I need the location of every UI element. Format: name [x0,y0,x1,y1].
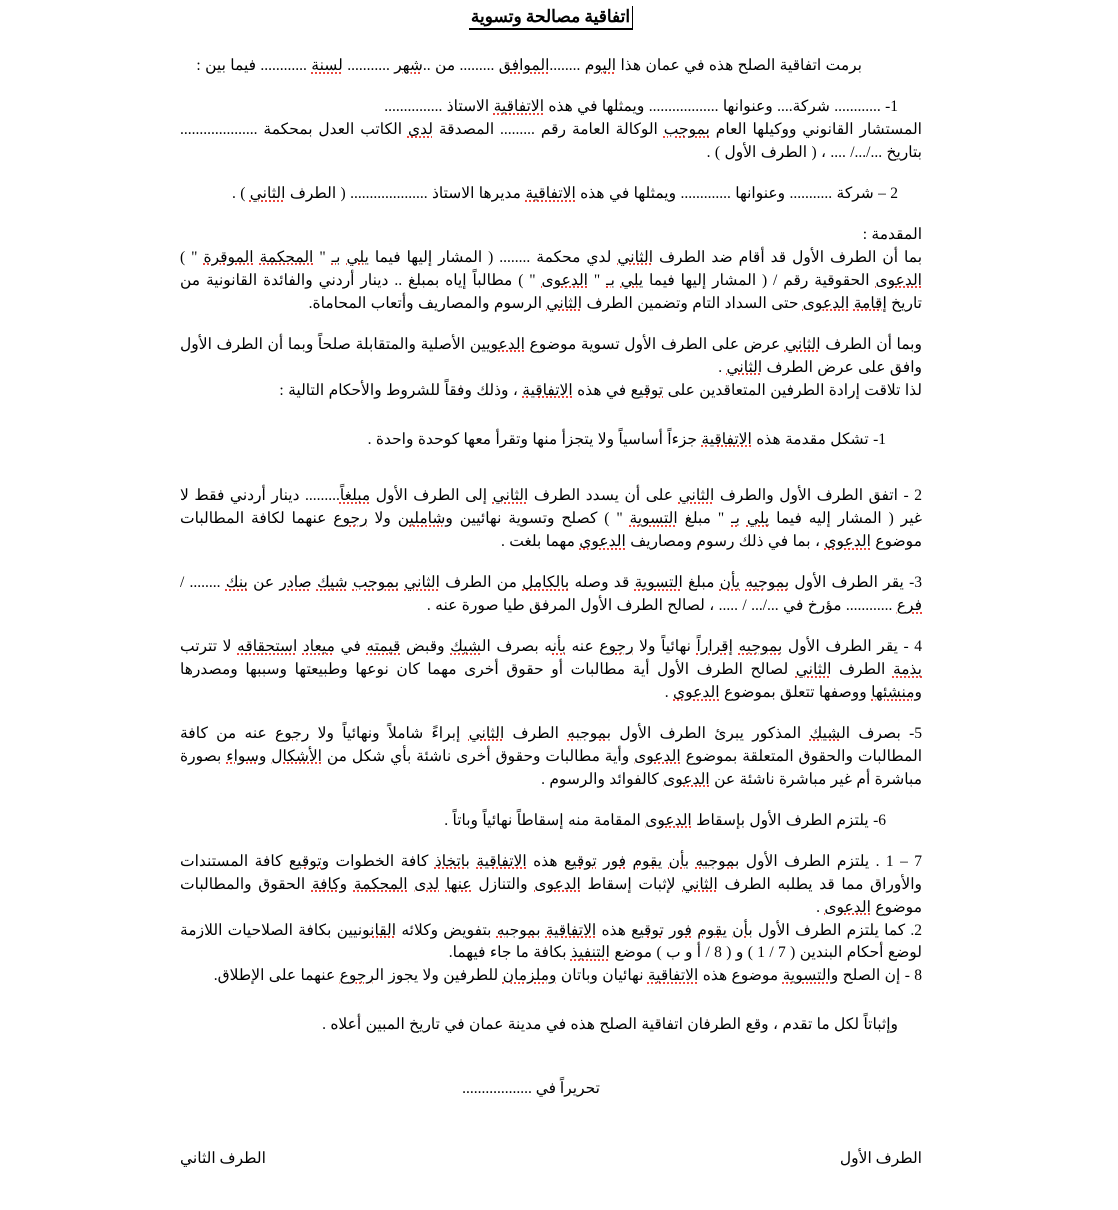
attestation-paragraph [180,1014,922,1037]
party-one-text-1: 1- ............ شركة.... وعنوانها .................. ويمثلها في هذه الاتفاقية الاستاذ ............... [384,98,898,116]
opening-text: برمت اتفاقية الصلح هذه في عمان هذا اليوم ........الموافق ......... من ..شهر ........... لسنة ............ فيما بين : [196,57,862,75]
signature-party-one: الطرف الأول [839,1150,922,1167]
spacer [180,206,922,224]
spacer [180,988,922,1014]
clause-6-text: 6- يلتزم الطرف الأول بإسقاط الدعوى المقامة منه إسقاطاً نهائياً وباتاً . [444,811,886,829]
spacer [180,833,922,851]
clause-7-2 [180,920,922,966]
clause-1-text: 1- تشكل مقدمة هذه الاتفاقية جزءاً أساسياً ولا يتجزأ منها وتقرأ معها كوحدة واحدة . [367,430,886,448]
whereas-paragraph-2 [180,380,922,403]
clause-3 [180,572,922,618]
clause-8-text: 8 - إن الصلح والتسوية موضوع هذه الاتفاقية نهائيان وباتان وملزمان للطرفين ولا يجوز الرجوع عنهما على الإطلاق. [213,967,922,985]
spacer [180,316,922,334]
party-one-text-2: المستشار القانوني ووكيلها العام بموجب الوكالة العامة رقم ......... المصدقة لدى الكاتب العدل بمحكمة .................... بتاريخ .../.../ .... ، ( الطرف الأول ) . [180,121,922,162]
clause-1 [180,429,922,452]
whereas-text-2: لذا تلاقت إرادة الطرفين المتعاقدين على توقيع في هذه الاتفاقية ، وذلك وفقاً للشروط والأحكام التالية : [279,381,922,399]
party-two-text-1: 2 – شركة ........... وعنوانها ............. ويمثلها في هذه الاتفاقية مديرها الاستاذ .................... ( الطرف الثاني ) . [231,185,898,202]
clause-7-2-text: 2. كما يلتزم الطرف الأول بأن يقوم فور توقيع هذه الاتفاقية بموجبه بتفويض وكلائه القانونيين بكافة الصلاحيات اللازمة لوضع أحكام البندين ( 7 / 1 ) و ( 8 / أ و ب ) موضع التنفيذ بكافة ما جاء فيهما. [180,921,923,962]
signature-party-two: الطرف الثاني [180,1150,266,1167]
spacer [180,705,922,723]
signature-row [180,1149,922,1168]
clause-6 [180,810,922,833]
clause-5 [180,723,922,792]
spacer [180,165,922,183]
preamble-paragraph [180,247,922,316]
page-title: اتفاقية مصالحة وتسوية [469,6,633,30]
place-line [180,1079,922,1098]
clause-2 [180,485,922,554]
preamble-text: بما أن الطرف الأول قد أقام ضد الطرف الثاني لدي محكمة ........ ( المشار إليها فيما يلي بـ " المحكمة الموقرة " ) الدعوى الحقوقية رقم / ( المشار إليها فيما يلي بـ " الدعوى " ) مطالباً إياه بمبلغ .. دينار أردني والفائدة القانونية من تاريخ إقامة الدعوى حتى السداد التام وتضمين الطرف الثاني الرسوم والمصاريف وأتعاب المحاماة. [180,248,923,312]
title-row [180,6,922,30]
spacer [180,792,922,810]
opening-paragraph [180,55,922,78]
spacer [180,78,922,96]
party-two-line-1 [180,183,922,206]
clause-4 [180,636,922,705]
spacer [180,1037,922,1063]
clause-7-1-text: 7 – 1 . يلتزم الطرف الأول بموجبه بأن يقوم فور توقيع هذه الاتفاقية باتخاذ كافة الخطوات وتوقيع كافة المستندات والأوراق مما قد يطلبه الطرف الثاني لإثبات إسقاط الدعوى والتنازل عنها لدى المحكمة وكافة الحقوق والمطالبات موضوع الدعوى . [180,852,923,916]
party-one-line-2 [180,119,922,165]
clause-5-text: 5- بصرف الشيك المذكور يبرئ الطرف الأول بموجبه الطرف الثاني إبراءً شاملاً ونهائياً ولا رجوع عنه من كافة المطالبات والحقوق المتعلقة بموضوع الدعوى وأية مطالبات وحقوق أخرى ناشئة بأي شكل من الأشكال وسواء بصورة مباشرة أم غير مباشرة ناشئة عن الدعوى كالفوائد والرسوم . [180,724,922,788]
place-line-text: تحريراً في .................. [462,1079,600,1097]
attestation-text: وإثباتاً لكل ما تقدم ، وقع الطرفان اتفاقية الصلح هذه في مدينة عمان في تاريخ المبين أعلاه . [322,1016,898,1034]
clause-7-1 [180,851,922,920]
clause-2-text: 2 - اتفق الطرف الأول والطرف الثاني على أن يسدد الطرف الثاني إلى الطرف الأول مبلغاً......... دينار أردني فقط لا غير ( المشار إليه فيما يلي بـ " مبلغ التسوية " ) كصلح وتسوية نهائيين وشاملين ولا رجوع عنهما لكافة المطالبات موضوع الدعوى ، بما في ذلك رسوم ومصاريف الدعوى مهما بلغت . [180,487,922,551]
clause-3-text: 3- يقر الطرف الأول بموجبه بأن مبلغ التسوية قد وصله بالكامل من الطرف الثاني بموجب شيك صادر عن بنك ........ / فرع ............ مؤرخ في .../... / ..... ، لصالح الطرف الأول المرفق طيا صورة عنه . [180,574,923,615]
party-one-line-1 [180,96,922,119]
spacer [180,554,922,572]
spacer [180,451,922,485]
whereas-text-1: وبما أن الطرف الثاني عرض على الطرف الأول تسوية موضوع الدعويين الأصلية والمتقابلة صلحاً وبما أن الطرف الأول وافق على عرض الطرف الثاني . [180,335,922,376]
spacer [180,618,922,636]
clause-8 [180,965,922,988]
preamble-heading-text: المقدمة : [862,225,922,243]
spacer [180,44,922,55]
spacer [180,403,922,429]
clause-4-text: 4 - يقر الطرف الأول بموجبه إقراراً نهائياً ولا رجوع عنه بأنه بصرف الشيك وقبض قيمته في ميعاد استحقاقه لا تترتب بذمة الطرف الثاني لصالح الطرف الأول أية مطالبات أو حقوق أخرى مهما كان نوعها وطبيعتها وسببها ومصدرها ومنشئها ووصفها تتعلق بموضوع الدعوى . [180,638,922,701]
whereas-paragraph-1 [180,334,922,380]
preamble-heading [180,224,922,247]
